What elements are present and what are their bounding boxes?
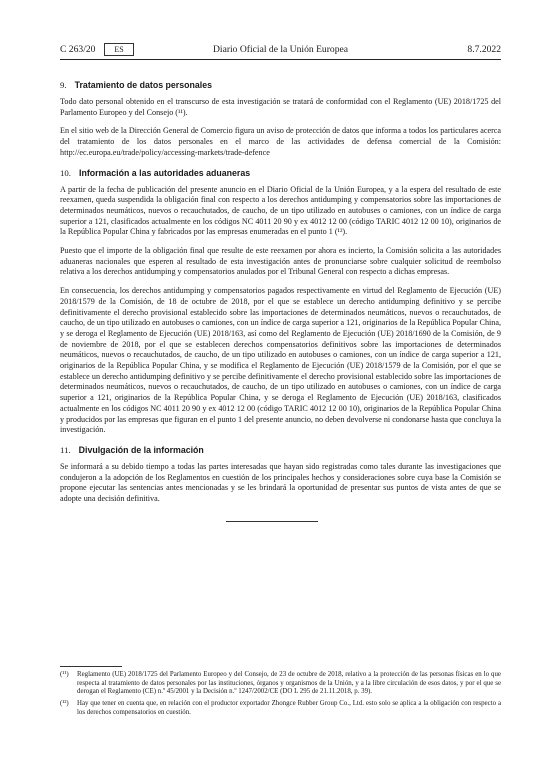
paragraph: En el sitio web de la Dirección General de Comercio figura un aviso de protección de datos que informa a todos los particulares acerca del tratamiento de los datos personales en el marco de las actividades de defensa comercial de la Comisión: http://ec.europa.eu/trade/policy/accessing-markets/trade-defence: [60, 126, 501, 157]
page-header: [60, 42, 501, 56]
section-customs-info: [60, 168, 501, 436]
paragraph: Puesto que el importe de la obligación final que resulte de este reexamen por ahora es incierto, la Comisión solicita a las autoridades aduaneras nacionales que esperen al resultado de esta investigación antes de pronunciarse sobre cualquier solicitud de reembolso relativa a los derechos antidumping y compensatorios anulados por el Tribunal General con respecto a dichas empresas.: [60, 246, 501, 277]
footnote: [60, 700, 501, 717]
footnote: [60, 671, 501, 697]
section-heading: 10. Información a las autoridades aduaneras: [60, 167, 251, 178]
header-divider: [60, 59, 501, 60]
footnote-mark: (¹²): [60, 700, 69, 708]
footnotes: [60, 671, 501, 721]
section-data-protection: [60, 80, 501, 159]
section-heading: 9. Tratamiento de datos personales: [60, 80, 212, 90]
language-badge: ES: [104, 43, 134, 56]
section-disclosure: [60, 445, 501, 505]
page-code: C 263/20: [60, 44, 96, 55]
footnote-divider: [60, 666, 122, 667]
paragraph: A partir de la fecha de publicación del presente anuncio en el Diario Oficial de la Unión Europea, y a la espera del resultado de este reexamen, queda suspendida la obligación final con respecto a los derechos antidumping y compensatorios sobre las importaciones de determinados neumáticos, nuevos o recauchutados, de caucho, de un tipo utilizado en autobuses o camiones, con un índice de carga superior a 121, clasificados actualmente en los códigos NC 4011 20 90 y ex 4012 12 00 (código TARIC 4012 12 00 10), originarios de la República Popular China y fabricados por las empresas enumeradas en el punto 1 (¹²).: [60, 184, 501, 237]
paragraph: Se informará a su debido tiempo a todas las partes interesadas que hayan sido registradas como tales durante las investigaciones que condujeron a la adopción de los Reglamentos en cuestión de los principales hechos y consideraciones sobre cuya base la Comisión se propone ejecutar las sentencias antes mencionadas y se les brindará la oportunidad de presentar sus puntos de vista antes de que se adopte una decisión definitiva.: [60, 461, 501, 504]
section-heading: 11. Divulgación de la información: [60, 444, 204, 455]
paragraph: En consecuencia, los derechos antidumping y compensatorios pagados respectivamente en virtud del Reglamento de Ejecución (UE) 2018/1579 de la Comisión, de 18 de octubre de 2018, por el que se establece un derecho antidumping definitivo y se percibe definitivamente el derecho provisional establecido sobre las importaciones de determinados neumáticos, nuevos o recauchutados, de caucho, de un tipo utilizado en autobuses o camiones, con un índice de carga superior a 121, originarios de la República Popular China, y se deroga el Reglamento de Ejecución (UE) 2018/163, así como del Reglamento de Ejecución (UE) 2018/1690 de la Comisión, de 9 de noviembre de 2018, por el que se establecen derechos compensatorios definitivos sobre las importaciones de determinados neumáticos, nuevos o recauchutados, de caucho, de un tipo utilizado en autobuses o camiones, con un índice de carga superior a 121, originarios de la República Popular China, y se modifica el Reglamento de Ejecución (UE) 2018/1579 de la Comisión, por el que se establece un derecho antidumping definitivo y se percibe definitivamente el derecho provisional establecido sobre las importaciones de determinados neumáticos, nuevos o recauchutados, de caucho, de un tipo utilizado en autobuses o camiones, con un índice de carga superior a 121, originarios de la República Popular China, y se deroga el Reglamento de Ejecución (UE) 2018/163, clasificados actualmente en los códigos NC 4011 20 90 y ex 4012 12 00 (código TARIC 4012 12 00 10), originarios de la República Popular China y producidos por las empresas que figuran en el punto 1 del presente anuncio, no deben devolverse ni condonarse hasta que concluya la investigación.: [60, 286, 501, 435]
footnote-text: Hay que tener en cuenta que, en relación con el productor exportador Zhongce Rubber Group Co., Ltd. esto solo se aplica a la obligación con respecto a los derechos compensatorios en cuestión.: [77, 700, 501, 716]
journal-title: Diario Oficial de la Unión Europea: [212, 44, 349, 55]
footnote-text: Reglamento (UE) 2018/1725 del Parlamento Europeo y del Consejo, de 23 de octubre de 2018, relativo a la protección de las personas físicas en lo que respecta al tratamiento de datos personales por las instituciones, órganos y organismos de la Unión, y a la libre circulación de esos datos, y por el que se derogan el Reglamento (CE) n.º 45/2001 y la Decisión n.º 1247/2002/CE (DO L 295 de 21.11.2018, p. 39).: [77, 671, 501, 696]
end-of-text-rule: [226, 521, 318, 522]
publication-date: 8.7.2022: [467, 44, 501, 55]
document-body: [60, 80, 501, 514]
footnote-mark: (¹¹): [60, 671, 69, 678]
paragraph: Todo dato personal obtenido en el transcurso de esta investigación se tratará de conformidad con el Reglamento (UE) 2018/1725 del Parlamento Europeo y del Consejo (¹¹).: [60, 97, 501, 117]
